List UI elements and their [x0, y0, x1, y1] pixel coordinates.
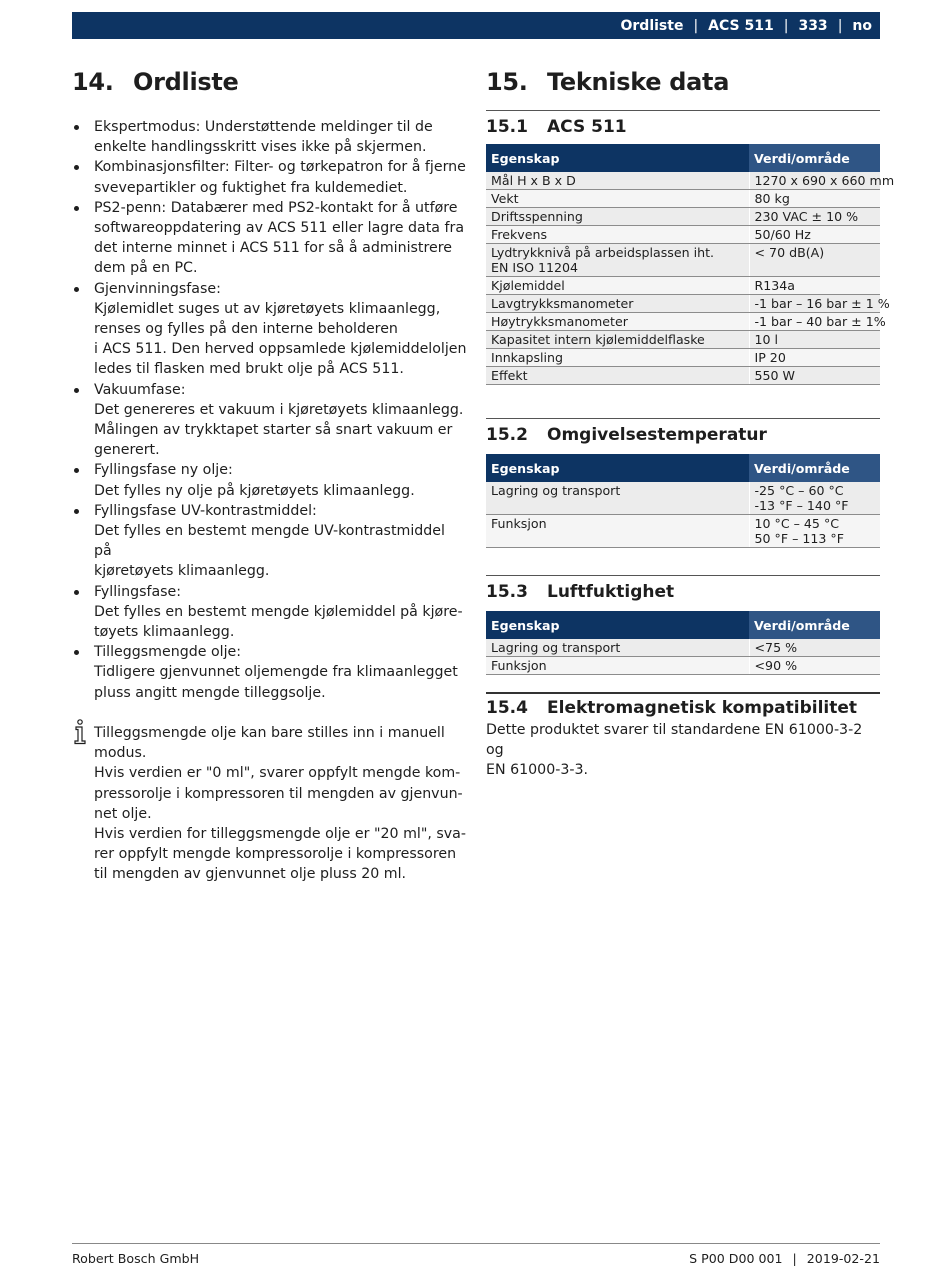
table-row [486, 172, 880, 190]
glossary-column [72, 64, 467, 885]
glossary-line: Kombinasjonsfilter: Filter- og tørkepatron for å fjerne [94, 159, 466, 176]
glossary-line: PS2-penn: Databærer med PS2-kontakt for å utføre [94, 199, 458, 216]
value-cell [749, 639, 880, 657]
section-heading [486, 576, 880, 604]
cell-line: Funksjon [491, 658, 547, 673]
section-title: ACS 511 [547, 117, 627, 137]
temperature-table [486, 454, 880, 548]
info-line: net olje. [94, 805, 152, 822]
cell-line: 50 °F – 113 °F [754, 531, 844, 546]
value-cell [749, 277, 880, 295]
glossary-item [72, 501, 467, 582]
glossary-line: Fyllingsfase ny olje: [94, 462, 233, 479]
property-cell [486, 244, 749, 277]
glossary-line: enkelte handlingsskritt vises ikke på skjermen. [94, 139, 427, 156]
property-cell [486, 172, 749, 190]
cell-line: 550 W [754, 368, 795, 383]
technical-data-column [486, 64, 895, 781]
table-row [486, 482, 880, 515]
section-15-2 [486, 418, 880, 548]
property-cell [486, 331, 749, 349]
glossary-line: Kjølemidlet suges ut av kjøretøyets klimaanlegg, [94, 300, 441, 317]
header-section: Ordliste [620, 17, 684, 34]
property-cell [486, 349, 749, 367]
section-number: 15.4 [486, 698, 528, 718]
cell-line: 230 VAC ± 10 % [754, 209, 859, 224]
cell-line: 50/60 Hz [754, 227, 811, 242]
cell-line: Effekt [491, 368, 528, 383]
emc-line: EN 61000-3-3. [486, 762, 589, 779]
chapter-15-heading [486, 64, 880, 102]
cell-line: Frekvens [491, 227, 548, 242]
cell-line: 80 kg [754, 191, 790, 206]
table-row [486, 331, 880, 349]
glossary-line: Fyllingsfase UV-kontrastmiddel: [94, 502, 317, 519]
value-cell [749, 190, 880, 208]
property-cell [486, 515, 749, 548]
table-row [486, 367, 880, 385]
cell-line: Lavgtrykksmanometer [491, 296, 634, 311]
glossary-line: softwareoppdatering av ACS 511 eller lagre data fra [94, 220, 465, 237]
cell-line: Kjølemiddel [491, 278, 565, 293]
cell-line: EN ISO 11204 [491, 260, 579, 275]
property-cell [486, 482, 749, 515]
header-language: no [852, 17, 872, 34]
glossary-line: ledes til flasken med brukt olje på ACS 511. [94, 361, 404, 378]
value-cell [749, 515, 880, 548]
table-row [486, 639, 880, 657]
value-cell [749, 295, 890, 313]
cell-line: 10 °C – 45 °C [754, 516, 840, 531]
property-cell [486, 208, 749, 226]
cell-line: Høytrykksmanometer [491, 314, 628, 329]
cell-line: -13 °F – 140 °F [754, 498, 849, 513]
cell-line: < 70 dB(A) [754, 245, 825, 260]
section-heading [486, 419, 880, 447]
glossary-item [72, 642, 467, 703]
cell-line: -25 °C – 60 °C [754, 483, 844, 498]
footer-doc-info: S P00 D00 001 | 2019-02-21 [689, 1251, 880, 1266]
glossary-item [72, 157, 467, 197]
cell-line: R134a [754, 278, 796, 293]
property-cell [486, 295, 749, 313]
glossary-item [72, 460, 467, 500]
info-line: modus. [94, 745, 147, 762]
section-title: Elektromagnetisk kompatibilitet [547, 698, 858, 718]
table-row [486, 657, 880, 675]
chapter-title: Ordliste [133, 68, 239, 96]
header-product: ACS 511 [708, 17, 774, 34]
emc-line: Dette produktet svarer til standardene EN 61000-3-2 og [486, 722, 863, 759]
section-number: 15.3 [486, 582, 528, 602]
table-row [486, 349, 880, 367]
section-title: Luftfuktighet [547, 582, 675, 602]
info-line: Hvis verdien for tilleggsmengde olje er "20 ml", sva- [94, 825, 466, 842]
cell-line: <75 % [754, 640, 798, 655]
footer-divider [72, 1243, 880, 1244]
glossary-line: det interne minnet i ACS 511 for så å administrere [94, 240, 452, 257]
cell-line: 1270 x 690 x 660 mm [754, 173, 895, 188]
chapter-14-heading [72, 64, 467, 102]
cell-line: Driftsspenning [491, 209, 583, 224]
column-header-property: Egenskap [486, 144, 749, 172]
glossary-line: Det genereres et vakuum i kjøretøyets klimaanlegg. [94, 401, 464, 418]
cell-line: Innkapsling [491, 350, 563, 365]
table-row [486, 190, 880, 208]
humidity-table [486, 611, 880, 675]
cell-line: Lydtrykknivå på arbeidsplassen iht. [491, 245, 715, 260]
value-cell [749, 331, 880, 349]
property-cell [486, 657, 749, 675]
value-cell [749, 349, 880, 367]
chapter-number: 14. [72, 68, 114, 96]
column-header-property: Egenskap [486, 454, 749, 482]
table-header-row [486, 611, 880, 639]
cell-line: <90 % [754, 658, 798, 673]
cell-line: -1 bar – 16 bar ± 1 % [754, 296, 890, 311]
glossary-line: Det fylles ny olje på kjøretøyets klimaanlegg. [94, 482, 415, 499]
glossary-item [72, 198, 467, 279]
glossary-line: Tidligere gjenvunnet oljemengde fra klimaanlegget [94, 664, 458, 681]
glossary-line: Målingen av trykktapet starter så snart vakuum er [94, 422, 453, 439]
table-header-row [486, 454, 880, 482]
glossary-line: Det fylles en bestemt mengde kjølemiddel på kjøre- [94, 603, 463, 620]
table-row [486, 226, 880, 244]
running-header: Ordliste | ACS 511 | 333 | no [72, 12, 880, 39]
value-cell [749, 208, 880, 226]
glossary-line: generert. [94, 442, 160, 459]
value-cell [749, 172, 895, 190]
section-title: Omgivelsestemperatur [547, 425, 767, 445]
info-icon [72, 719, 88, 745]
section-heading [486, 111, 880, 139]
info-line: Hvis verdien er "0 ml", svarer oppfylt mengde kom- [94, 765, 461, 782]
info-line: til mengden av gjenvunnet olje pluss 20 ml. [94, 866, 407, 883]
cell-line: Funksjon [491, 516, 547, 531]
chapter-title: Tekniske data [547, 68, 730, 96]
glossary-line: svevepartikler og fuktighet fra kuldemediet. [94, 179, 408, 196]
glossary-line: Gjenvinningsfase: [94, 280, 221, 297]
section-heading [486, 694, 880, 720]
cell-line: IP 20 [754, 350, 786, 365]
footer-date: 2019-02-21 [806, 1251, 880, 1266]
glossary-item [72, 380, 467, 461]
info-line: Tilleggsmengde olje kan bare stilles inn i manuell [94, 724, 445, 741]
value-cell [749, 244, 880, 277]
property-cell [486, 226, 749, 244]
section-15-3 [486, 575, 880, 675]
section-15-1 [486, 110, 895, 385]
info-note [72, 723, 467, 885]
info-line: rer oppfylt mengde kompressorolje i kompressoren [94, 846, 457, 863]
footer-doc-number: S P00 D00 001 [689, 1251, 783, 1266]
info-text [94, 723, 467, 885]
glossary-line: Fyllingsfase: [94, 583, 182, 600]
table-header-row [486, 144, 880, 172]
acs511-spec-table [486, 144, 895, 385]
glossary-line: kjøretøyets klimaanlegg. [94, 563, 270, 580]
table-row [486, 313, 880, 331]
glossary-line: dem på en PC. [94, 260, 198, 277]
value-cell [749, 482, 880, 515]
property-cell [486, 313, 749, 331]
chapter-number: 15. [486, 68, 528, 96]
table-row [486, 208, 880, 226]
value-cell [749, 657, 880, 675]
info-line: pressorolje i kompressoren til mengden av gjenvun- [94, 785, 463, 802]
cell-line: Mål H x B x D [491, 173, 576, 188]
glossary-list [72, 117, 467, 703]
column-header-value: Verdi/område [749, 611, 880, 639]
property-cell [486, 277, 749, 295]
glossary-line: renses og fylles på den interne beholderen [94, 321, 398, 338]
section-number: 15.2 [486, 425, 528, 445]
cell-line: Kapasitet intern kjølemiddelflaske [491, 332, 705, 347]
table-row [486, 515, 880, 548]
cell-line: -1 bar – 40 bar ± 1% [754, 314, 886, 329]
glossary-item [72, 582, 467, 643]
column-header-property: Egenskap [486, 611, 749, 639]
column-header-value: Verdi/område [749, 144, 880, 172]
table-row [486, 244, 880, 277]
property-cell [486, 639, 749, 657]
cell-line: Lagring og transport [491, 640, 621, 655]
emc-statement [486, 720, 880, 781]
section-number: 15.1 [486, 117, 528, 137]
cell-line: Vekt [491, 191, 519, 206]
glossary-line: i ACS 511. Den herved oppsamlede kjølemiddeloljen [94, 341, 467, 358]
value-cell [749, 367, 880, 385]
glossary-item [72, 279, 467, 380]
glossary-line: Det fylles en bestemt mengde UV-kontrastmiddel på [94, 523, 445, 560]
glossary-line: Vakuumfase: [94, 381, 186, 398]
glossary-line: tøyets klimaanlegg. [94, 624, 235, 641]
table-row [486, 277, 880, 295]
glossary-item [72, 117, 467, 157]
value-cell [749, 313, 886, 331]
glossary-line: pluss angitt mengde tilleggsolje. [94, 684, 326, 701]
glossary-line: Tilleggsmengde olje: [94, 644, 242, 661]
header-page-number: 333 [798, 17, 828, 34]
property-cell [486, 367, 749, 385]
table-row [486, 295, 880, 313]
cell-line: Lagring og transport [491, 483, 621, 498]
cell-line: 10 l [754, 332, 779, 347]
glossary-line: Ekspertmodus: Understøttende meldinger til de [94, 119, 433, 135]
footer-company: Robert Bosch GmbH [72, 1251, 200, 1266]
property-cell [486, 190, 749, 208]
section-15-4 [486, 692, 880, 781]
value-cell [749, 226, 880, 244]
column-header-value: Verdi/område [749, 454, 880, 482]
